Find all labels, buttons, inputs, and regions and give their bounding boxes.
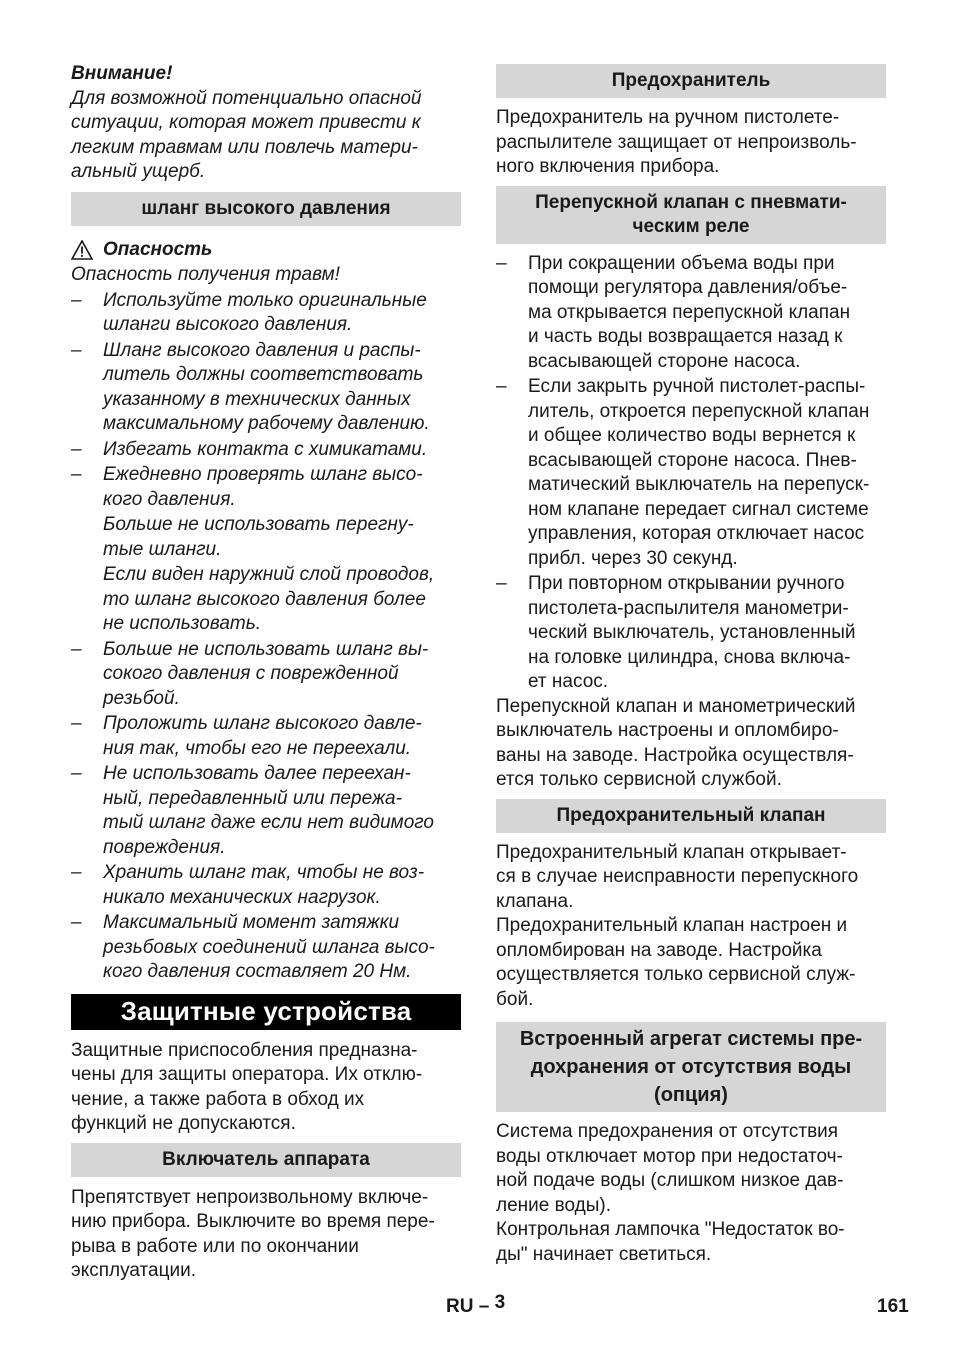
list-item-line: всасывающей стороне насоса.	[528, 350, 801, 372]
list-item	[496, 375, 886, 571]
paragraph-line: Предохранитель на ручном пистолете-	[496, 107, 840, 128]
switch-heading	[71, 1143, 461, 1177]
dash-bullet: –	[71, 763, 82, 784]
page-number: 161	[877, 1296, 909, 1317]
dash-bullet: –	[71, 464, 82, 485]
list-item-line: пистолета-распылителя манометри-	[528, 597, 849, 619]
paragraph-line: чение, а также работа в обход их	[71, 1088, 365, 1110]
safety-devices-heading-text: Защитные устройства	[120, 995, 412, 1026]
paragraph-line: ного включения прибора.	[496, 156, 720, 177]
list-item-line: Шланг высокого давления и распы-	[103, 339, 421, 361]
paragraph-line: чены для защиты оператора. Их отклю-	[71, 1064, 423, 1085]
bypass-list	[496, 252, 886, 695]
list-item-sub	[103, 513, 461, 562]
attention-title: Внимание!	[71, 63, 173, 84]
list-item	[71, 438, 461, 463]
list-item	[71, 638, 461, 712]
safety-valve-text	[496, 841, 886, 1013]
list-item-line: прибл. через 30 секунд.	[528, 547, 738, 569]
list-item-line: кого давления составляет 20 Нм.	[103, 961, 412, 982]
list-item	[496, 572, 886, 695]
paragraph-line: Защитные приспособления предназна-	[71, 1039, 418, 1061]
list-item-line: Если закрыть ручной пистолет-распы-	[528, 376, 866, 397]
attention-line: Для возможной потенциально опасной	[71, 87, 422, 109]
list-item	[71, 463, 461, 637]
water-heading-line: (опция)	[654, 1084, 728, 1106]
list-item-line: помощи регулятора давления/объе-	[528, 277, 848, 298]
list-item-line: ма открывается перепускной клапан	[528, 301, 851, 323]
paragraph-line: нию прибора. Выключите во время пере-	[71, 1211, 435, 1232]
right-column	[496, 62, 886, 1267]
list-item	[71, 289, 461, 338]
dash-bullet: –	[71, 638, 82, 660]
list-item	[71, 339, 461, 437]
switch-heading-text: Включатель аппарата	[162, 1148, 370, 1170]
list-item-line: Больше не использовать перегну-	[103, 514, 414, 535]
footer-page-label	[446, 1292, 506, 1318]
list-item-line: указанному в технических данных	[103, 388, 411, 410]
list-item-line: Если виден наружний слой проводов,	[103, 564, 435, 585]
paragraph-line: Система предохранения от отсутствия	[496, 1121, 839, 1142]
attention-line: легким травмам или повлечь матери-	[71, 136, 418, 158]
paragraph-line: ваны на заводе. Настройка осуществля-	[496, 744, 854, 766]
bypass-heading-line: Перепускной клапан с пневмати-	[535, 191, 847, 213]
dash-bullet: –	[71, 713, 82, 734]
paragraph-line: Предохранительный клапан открывает-	[496, 841, 847, 863]
water-heading-line: Встроенный агрегат системы пре-	[519, 1028, 863, 1050]
paragraph-line: Предохранительный клапан настроен и	[496, 915, 848, 936]
paragraph-line: функций не допускаются.	[71, 1113, 296, 1134]
paragraph-line: рыва в работе или по окончании	[71, 1235, 359, 1257]
danger-title	[71, 238, 461, 263]
footer-page-number	[877, 1296, 909, 1318]
list-item-line: всасывающей стороне насоса. Пнев-	[528, 449, 857, 471]
safety-valve-heading-text: Предохранительный клапан	[556, 804, 826, 826]
list-item-line: Избегать контакта с химикатами.	[103, 438, 428, 460]
paragraph-line: распылителе защищает от непроизволь-	[496, 131, 857, 153]
list-item-line: литель должны соответствовать	[103, 364, 424, 385]
water-protection-text	[496, 1120, 886, 1267]
paragraph-line: Препятствует непроизвольному включе-	[71, 1186, 429, 1208]
list-item-line: тые шланги.	[103, 538, 222, 560]
footer-local-page: 3	[494, 1292, 506, 1313]
dash-bullet: –	[496, 376, 507, 397]
safety-valve-heading	[496, 799, 886, 833]
bypass-note	[496, 695, 886, 793]
list-item	[71, 861, 461, 910]
paragraph-line: Перепускной клапан и манометрический	[496, 695, 856, 717]
list-item-line: ния так, чтобы его не переехали.	[103, 737, 412, 759]
attention-line: ситуации, которая может привести к	[71, 112, 421, 133]
list-item-line: шланги высокого давления.	[103, 314, 353, 335]
danger-intro-text: Опасность получения травм!	[71, 264, 340, 285]
list-item-line: Не использовать далее переехан-	[103, 763, 411, 784]
list-item-line: Используйте только оригинальные	[103, 289, 427, 311]
paragraph-line: бой.	[496, 988, 534, 1010]
attention-line: альный ущерб.	[71, 161, 206, 182]
paragraph-line: Контрольная лампочка "Недостаток во-	[496, 1219, 845, 1240]
list-item-line: Хранить шланг так, чтобы не воз-	[103, 862, 425, 883]
water-protection-heading	[496, 1022, 886, 1112]
list-item-line: управления, которая отключает насос	[528, 523, 865, 544]
dash-bullet: –	[71, 289, 82, 311]
list-item-line: Ежедневно проверять шланг высо-	[103, 464, 423, 485]
hose-heading	[71, 192, 461, 226]
dash-bullet: –	[496, 252, 507, 274]
list-item	[71, 712, 461, 761]
list-item-line: ет насос.	[528, 671, 609, 692]
safety-devices-text	[71, 1039, 461, 1137]
fuse-text	[496, 106, 886, 180]
list-item-line: не использовать.	[103, 613, 262, 634]
list-item-line: литель, откроется перепускной клапан	[528, 400, 870, 422]
list-item-line: то шланг высокого давления более	[103, 588, 426, 610]
paragraph-line: ся в случае неисправности перепускного	[496, 866, 859, 887]
list-item-line: на головке цилиндра, снова включа-	[528, 646, 851, 668]
paragraph-line: опломбирован на заводе. Настройка	[496, 939, 822, 961]
list-item-line: При повторном открывании ручного	[528, 573, 845, 594]
list-item	[71, 911, 461, 985]
attention-block	[71, 62, 461, 185]
list-item-line: кого давления.	[103, 488, 236, 510]
bypass-heading	[496, 186, 886, 244]
fuse-heading-text: Предохранитель	[611, 70, 771, 91]
paragraph-line: выключатель настроены и опломбиро-	[496, 720, 839, 741]
dash-bullet: –	[496, 573, 507, 594]
paragraph-line: клапана.	[496, 890, 574, 912]
left-column	[71, 62, 461, 1284]
list-item-line: резьбой.	[103, 687, 180, 709]
paragraph-line: ление воды).	[496, 1194, 611, 1216]
dash-bullet: –	[71, 862, 82, 883]
list-item-line: повреждения.	[103, 836, 226, 858]
list-item-line: ный, передавленный или пережа-	[103, 787, 402, 809]
list-item-line: максимальному рабочему давлению.	[103, 413, 430, 434]
list-item-line: При сокращении объема воды при	[528, 252, 835, 274]
danger-intro	[71, 263, 461, 288]
paragraph-line: ной подаче воды (слишком низкое дав-	[496, 1170, 844, 1191]
list-item-line: тый шланг даже если нет видимого	[103, 812, 434, 833]
paragraph-line: эксплуатации.	[71, 1260, 196, 1281]
list-item-line: Больше не использовать шланг вы-	[103, 638, 429, 660]
dash-bullet: –	[71, 438, 82, 460]
list-item-line: Проложить шланг высокого давле-	[103, 713, 422, 734]
paragraph-line: осуществляется только сервисной служ-	[496, 964, 856, 985]
paragraph-line: ется только сервисной службой.	[496, 769, 782, 790]
paragraph-line: ды" начинает светиться.	[496, 1243, 712, 1265]
paragraph-line: воды отключает мотор при недостаточ-	[496, 1145, 843, 1167]
dash-bullet: –	[71, 339, 82, 361]
footer-lang: RU	[446, 1296, 474, 1317]
safety-devices-heading	[71, 994, 461, 1030]
fuse-heading	[496, 64, 886, 98]
list-item-line: матический выключатель на перепуск-	[528, 474, 870, 495]
water-heading-line: дохранения от отсутствия воды	[530, 1056, 852, 1078]
hose-list	[71, 289, 461, 985]
list-item-sub	[103, 563, 461, 637]
list-item-line: ческий выключатель, установленный	[528, 622, 856, 643]
list-item-line: и часть воды возвращается назад к	[528, 326, 843, 347]
list-item-line: и общее количество воды вернется к	[528, 425, 856, 446]
list-item	[496, 252, 886, 375]
list-item-line: ном клапане передает сигнал системе	[528, 498, 869, 520]
switch-text	[71, 1186, 461, 1284]
list-item	[71, 762, 461, 860]
list-item-line: сокого давления с поврежденной	[103, 663, 399, 684]
list-item-line: Максимальный момент затяжки	[103, 912, 400, 933]
list-item-line: никало механических нагрузок.	[103, 886, 381, 908]
warning-triangle-icon	[71, 240, 93, 260]
danger-title-text: Опасность	[103, 238, 213, 260]
footer-dash: –	[478, 1296, 490, 1317]
hose-heading-text: шланг высокого давления	[141, 197, 391, 219]
dash-bullet: –	[71, 912, 82, 933]
bypass-heading-line: ческим реле	[632, 215, 750, 237]
list-item-line: резьбовых соединений шланга высо-	[103, 936, 435, 958]
